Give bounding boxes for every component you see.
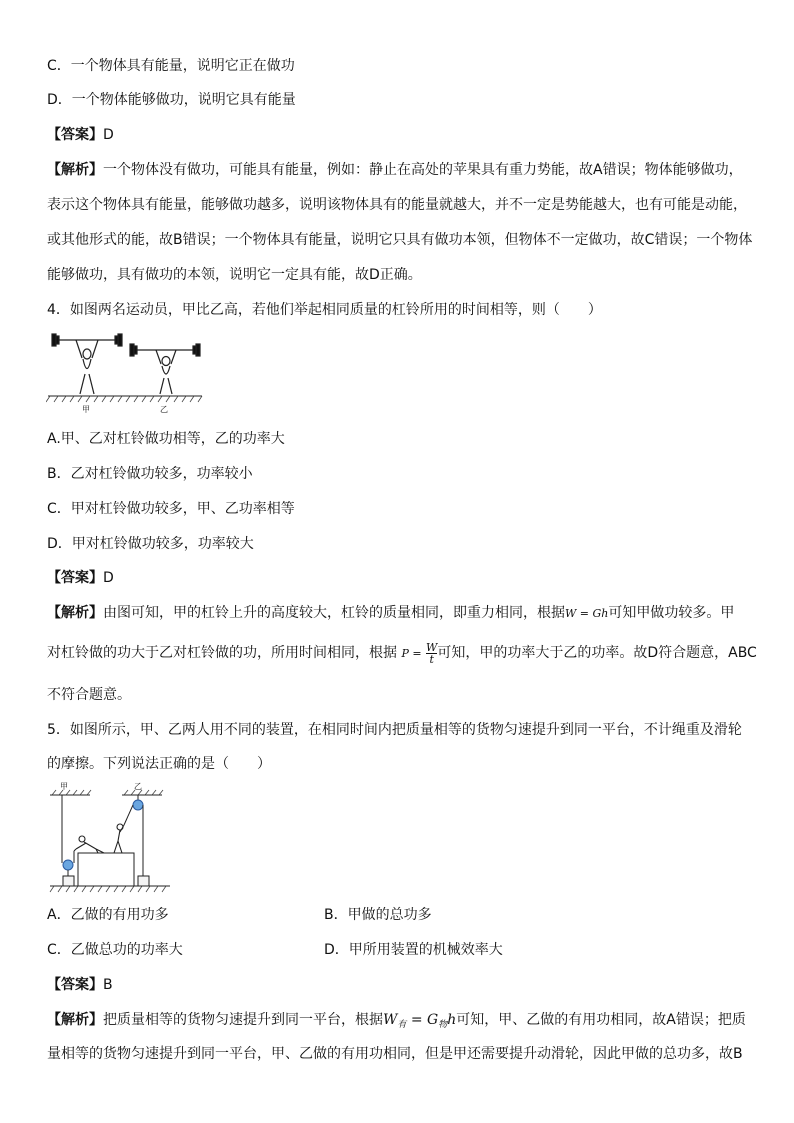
q5-option-b: B．甲做的总功多 <box>324 907 432 923</box>
q4-option-d: D．甲对杠铃做功较多，功率较大 <box>47 536 254 552</box>
formula-work: W = Gh <box>565 607 609 620</box>
analysis-tag: 【解析】 <box>47 162 103 178</box>
person-yi <box>114 824 124 853</box>
q5-pulley-figure <box>46 781 176 896</box>
q5-option-c: C．乙做总功的功率大 <box>47 942 183 958</box>
fig-label-jia: 甲 <box>60 782 68 791</box>
formula-power-lhs: P = <box>401 647 422 660</box>
pulley-jia <box>62 795 74 886</box>
q5-question-line-1: 5．如图所示，甲、乙两人用不同的装置，在相同时间内把质量相等的货物匀速提升到同一平台，不计绳重及滑轮 <box>47 722 742 738</box>
q4-question: 4．如图两名运动员，甲比乙高，若他们举起相同质量的杠铃所用的时间相等，则（ ） <box>47 302 602 318</box>
q5-analysis-line-2: 量相等的货物匀速提升到同一平台，甲、乙做的有用功相同，但是甲还需要提升动滑轮，因此甲做的总功多，故B <box>47 1046 743 1062</box>
q4-analysis-line-3: 不符合题意。 <box>47 687 131 703</box>
q4-weightlifters-figure <box>46 330 206 416</box>
q4-analysis-line-1: 【解析】由图可知，甲的杠铃上升的高度较大，杠铃的质量相同，即重力相同，根据W = Gh可知甲做功较多。甲 <box>47 605 735 621</box>
formula-power-fraction: $\frac{W}{t}$ <box>426 640 438 666</box>
q5-option-d: D．甲所用装置的机械效率大 <box>324 942 503 958</box>
q5-analysis-line-1: 【解析】把质量相等的货物匀速提升到同一平台，根据$W_有 = G_物h$可知，甲、乙做的有用功相同，故A错误；把质 <box>47 1012 746 1030</box>
fig-label-yi: 乙 <box>160 405 168 414</box>
q3-analysis-line-2: 表示这个物体具有能量，能够做功越多，说明该物体具有的能量就越大，并不一定是势能越大，也有可能是动能， <box>47 197 747 213</box>
q4-answer <box>47 568 114 588</box>
q3-analysis-line-4: 能够做功，具有做功的本领，说明它一定具有能，故D正确。 <box>47 267 422 283</box>
q3-option-d: D．一个物体能够做功，说明它具有能量 <box>47 92 296 108</box>
person-jia <box>74 836 104 853</box>
q5-option-a: A．乙做的有用功多 <box>47 907 169 923</box>
answer-value: D <box>103 570 114 586</box>
answer-value: B <box>103 977 113 993</box>
q4-option-b: B．乙对杠铃做功较多，功率较小 <box>47 466 253 482</box>
answer-tag: 【答案】 <box>47 977 103 993</box>
weightlifters-illustration <box>46 330 206 416</box>
q4-option-c: C．甲对杠铃做功较多，甲、乙功率相等 <box>47 501 295 517</box>
q3-option-c: C．一个物体具有能量，说明它正在做功 <box>47 58 295 74</box>
q5-answer <box>47 975 113 995</box>
q3-analysis-line-1: 【解析】一个物体没有做功，可能具有能量，例如：静止在高处的苹果具有重力势能，故A错误；物体能够做功， <box>47 162 743 178</box>
q4-analysis-line-2: 对杠铃做的功大于乙对杠铃做的功，所用时间相同，根据 P = $\frac{W}{t}$ 可知，甲的功率大于乙的功率。故D符合题意，ABC <box>47 640 757 666</box>
formula-useful-work: $W_有 = G_物h$ <box>383 1012 457 1030</box>
q4-option-a: A.甲、乙对杠铃做功相等，乙的功率大 <box>47 431 285 447</box>
q3-answer <box>47 125 114 145</box>
answer-tag: 【答案】 <box>47 127 103 143</box>
fig-label-jia: 甲 <box>82 405 90 414</box>
analysis-tag: 【解析】 <box>47 605 103 621</box>
pulley-illustration <box>46 781 176 896</box>
analysis-tag: 【解析】 <box>47 1012 103 1028</box>
lifter-yi <box>130 344 200 394</box>
answer-value: D <box>103 127 114 143</box>
q5-question-line-2: 的摩擦。下列说法正确的是（ ） <box>47 756 271 772</box>
answer-tag: 【答案】 <box>47 570 103 586</box>
fig-label-yi: 乙 <box>134 782 142 791</box>
q3-analysis-line-3: 或其他形式的能，故B错误；一个物体具有能量，说明它只具有做功本领，但物体不一定做功，故C错误；一个物体 <box>47 232 753 248</box>
lifter-jia <box>52 334 122 394</box>
